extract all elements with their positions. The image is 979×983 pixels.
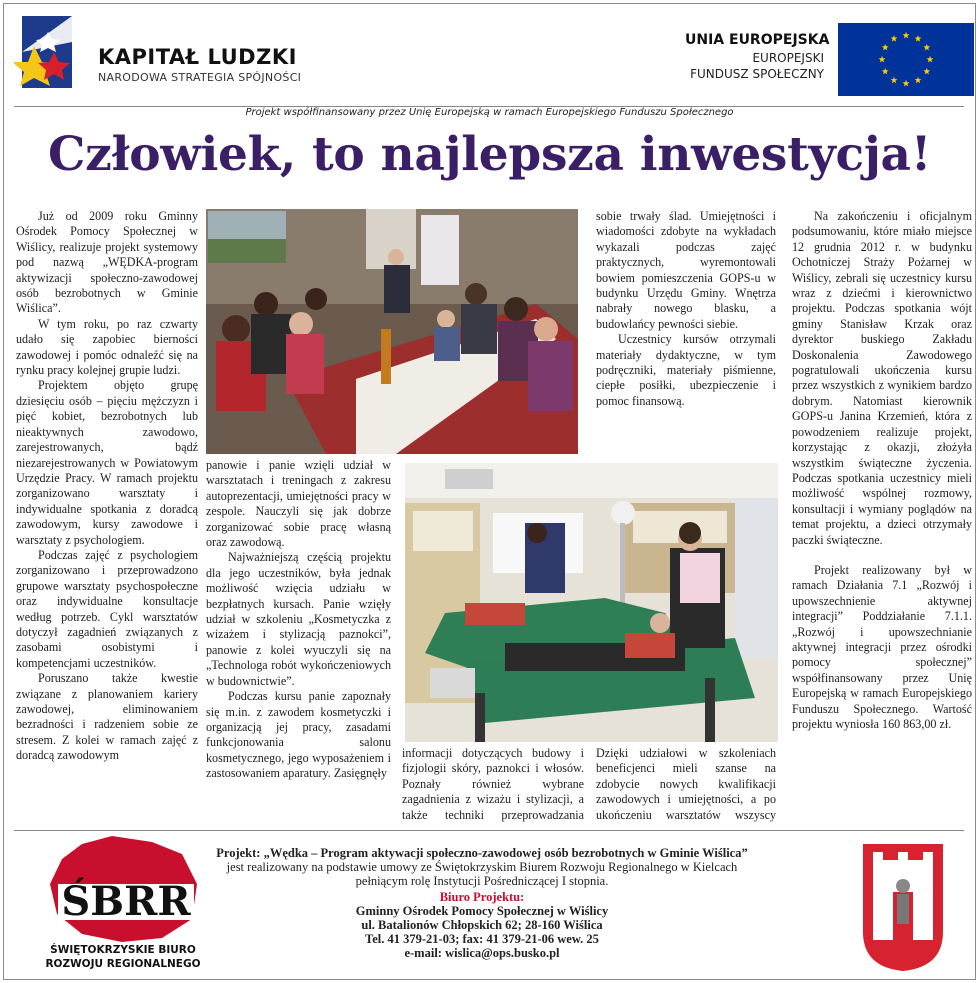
article-column-2 bbox=[206, 458, 391, 823]
paragraph: informacji dotyczących budowy i fizjologii skóry, paznokci i włosów. Poznały również wybrane zagadnienia z wizażu i stylizacji, a także techniki przeprowadzania bbox=[402, 746, 584, 822]
photo-beauty-course bbox=[405, 463, 778, 742]
efs-line-2: FUNDUSZ SPOŁECZNY bbox=[690, 67, 824, 81]
footer-divider bbox=[14, 830, 964, 831]
office-email: e-mail: wislica@ops.busko.pl bbox=[404, 946, 560, 960]
paragraph: Uczestnicy kursów otrzymali materiały dydaktyczne, w tym podręczniki, materiały piśmienne, ciepłe posiłki, ubezpieczenie i pomoc finansową. bbox=[596, 332, 776, 408]
paragraph: Podczas zajęć z psychologiem zorganizowano i przeprowadzono grupowe warsztaty psychospołeczne oraz indywidualne konsultacje według potrzeb. Cykl warsztatów dotyczył zagadnień związanych z zasobami osobistymi i kompetencjami uczestników. bbox=[16, 547, 198, 670]
article-column-4 bbox=[596, 209, 776, 456]
sbrr-logo-text: ŚBRR bbox=[61, 878, 191, 925]
paragraph: Projektem objęto grupę dziesięciu osób – pięciu mężczyzn i pięć kobiet, bezrobotnych lub nieaktywnych zawodowo, zarejestrowanych, bądź niezarejestrowanych w Powiatowym Urzędzie Pracy. W ramach projektu zorganizowano warsztaty i indywidualne spotkania z doradcą zawodowym, kursy zawodowe i warsztaty z psychologiem. bbox=[16, 378, 198, 547]
kapital-ludzki-logo bbox=[14, 12, 80, 92]
paragraph: Już od 2009 roku Gminny Ośrodek Pomocy Społecznej w Wiślicy, realizuje projekt systemowy pod nazwą „WĘDKA-program aktywizacji społeczno-zawodowej osób bezrobotnych w Gminie Wiślica”. bbox=[16, 209, 198, 316]
office-phone: Tel. 41 379-21-03; fax: 41 379-21-06 wew. 25 bbox=[365, 932, 599, 946]
sbrr-name-line-1: ŚWIĘTOKRZYSKIE BIURO bbox=[50, 944, 196, 956]
paragraph: Najważniejszą częścią projektu dla jego uczestników, była jednak możliwość wzięcia udziału w bezpłatnych kursach. Panie wzięły udział w szkoleniu „Kosmetyczka z wizażem i stylizacją paznokci”, panowie z kolei wyuczyli się na „Technologa robót wykończeniowych w budownictwie”. bbox=[206, 550, 391, 688]
office-name: Gminny Ośrodek Pomocy Społecznej w Wiślicy bbox=[355, 904, 609, 918]
paragraph: W tym roku, po raz czwarty udało się zapobiec bierności zawodowej i pomóc odnaleźć się na rynku pracy kolejnej grupie ludzi. bbox=[16, 316, 198, 378]
paragraph: Na zakończeniu i oficjalnym podsumowaniu, które miało miejsce 12 grudnia 2012 r. w budynku Ochotniczej Straży Pożarnej w Wiślicy, zebrali się uczestnicy kursu wraz z dziećmi i kierownictwo projektu. Podczas spotkania wójt gminy Stanisław Krzak oraz dyrektor buskiego Zakładu Doskonalenia Zawodowego pogratulowali ukończenia kursu przez wszystkich z wynikiem bardzo dobrym. Natomiast kierownik GOPS-u Janina Krzemień, która z powodzeniem realizuje projekt, korzystając z okazji, złożyła wszystkim świąteczne życzenia. Podczas spotkania uczestnicy mieli możliwość wspólnej rozmowy, konsultacji i wymiany poglądów na temat projektu, a dzieci otrzymały paczki świąteczne. bbox=[792, 209, 972, 547]
article-column-1 bbox=[16, 209, 198, 823]
cofinance-note: Projekt współfinansowany przez Unię Europejską w ramach Europejskiego Funduszu Społecznego bbox=[245, 107, 734, 118]
efs-line-1: EUROPEJSKI bbox=[752, 51, 824, 65]
paragraph: sobie trwały ślad. Umiejętności i wiadomości zdobyte na wykładach wykazali podczas zajęć praktycznych, wyremontowali bowiem pomieszczenia GOPS-u w budynku Urzędu Gminy. Wnętrza nabrały nowego blasku, a budowlańcy pewności siebie. bbox=[596, 209, 776, 331]
project-name-line: Projekt: „Wędka – Program aktywacji społeczno-zawodowej osób bezrobotnych w Gminie Wiślica” bbox=[216, 846, 748, 860]
sbrr-name-line-2: ROZWOJU REGIONALNEGO bbox=[45, 958, 201, 970]
photo-meeting bbox=[206, 209, 578, 454]
office-title: Biuro Projektu: bbox=[439, 890, 525, 904]
kapital-ludzki-title: KAPITAŁ LUDZKI bbox=[98, 45, 297, 69]
sbrr-logo bbox=[42, 834, 204, 942]
paragraph: Poruszano także kwestie związane z planowaniem kariery zawodowej, eliminowaniem bezradności i radzeniem sobie ze stresem. Z kolei w ramach zajęć z doradcą zawodowym bbox=[16, 671, 198, 763]
ue-title: UNIA EUROPEJSKA bbox=[685, 32, 830, 48]
paragraph: Dzięki udziałowi w szkoleniach beneficjenci mieli szanse na zdobycie nowych kwalifikacji zawodowych i umiejętności, a po ukończeniu warsztatów wszyscy bbox=[596, 746, 776, 822]
agreement-line-2: pełniącym rolę Instytucji Pośredniczącej I stopnia. bbox=[355, 874, 609, 888]
paragraph: Podczas kursu panie zapoznały się m.in. z zawodem kosmetyczki i organizacją jej pracy, zasadami funkcjonowania salonu kosmetycznego, jego wyposażeniem i zastosowaniem aparatury. Zasięgnęły bbox=[206, 689, 391, 781]
paragraph: panowie i panie wzięli udział w warsztatach i treningach z zakresu autoprezentacji, umiejętności pracy w zespole. Nauczyli się jak dobrze zorganizować sobie pracę własną oraz zawodową. bbox=[206, 458, 391, 550]
kapital-ludzki-subtitle: NARODOWA STRATEGIA SPÓJNOŚCI bbox=[98, 71, 302, 84]
article-column-3 bbox=[402, 746, 584, 823]
article-column-5 bbox=[596, 746, 776, 823]
article-column-6 bbox=[792, 209, 972, 823]
headline: Człowiek, to najlepsza inwestycja! bbox=[47, 127, 932, 182]
agreement-line-1: jest realizowany na podstawie umowy ze Świętokrzyskim Biurem Rozwoju Regionalnego w Kielcach bbox=[226, 860, 738, 874]
eu-flag-icon bbox=[838, 23, 974, 96]
wislica-coat-of-arms-icon bbox=[861, 842, 945, 972]
office-address: ul. Batalionów Chłopskich 62; 28-160 Wiślica bbox=[361, 918, 603, 932]
paragraph: Projekt realizowany był w ramach Działania 7.1 „Rozwój i upowszechnienie aktywnej integracji” Poddziałanie 7.1.1. „Rozwój i upowszechnianie aktywnej integracji przez ośrodki pomocy społecznej” współfinansowany przez Unię Europejską w ramach Europejskiego Funduszu Społecznego. Wartość projektu wyniosła 160 863,00 zł. bbox=[792, 562, 972, 731]
